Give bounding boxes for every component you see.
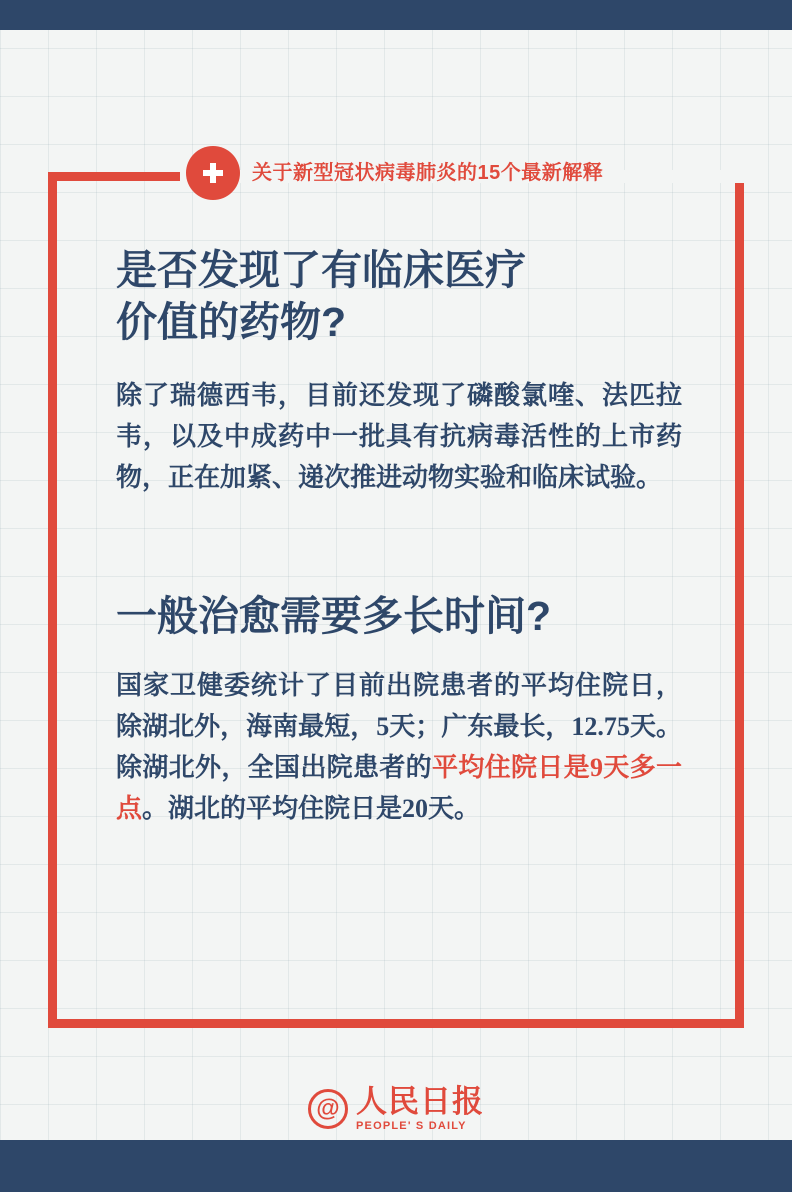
question-line-1b: 价值的药物? xyxy=(116,299,347,346)
bottom-band xyxy=(0,1140,792,1192)
content-body xyxy=(116,244,682,829)
answer-paragraph-1: 除了瑞德西韦，目前还发现了磷酸氯喹、法匹拉韦，以及中成药中一批具有抗病毒活性的上市药物，正在加紧、递次推进动物实验和临床试验。 xyxy=(116,380,682,493)
logo-name-en: PEOPLE' S DAILY xyxy=(356,1120,467,1132)
logo-name-cn: 人民日报 xyxy=(356,1084,484,1119)
header-title: 关于新型冠状病毒肺炎的15个最新解释 xyxy=(252,162,604,184)
answer-2-highlight: 平均住院日是9天多一点 xyxy=(116,752,682,823)
top-band xyxy=(0,0,792,30)
question-heading-2: 一般治愈需要多长时间? xyxy=(116,593,552,640)
answer-paragraph-2 xyxy=(116,665,682,829)
spacer-1 xyxy=(116,349,682,375)
publisher-logo xyxy=(0,1086,792,1132)
medical-cross-icon xyxy=(186,146,240,200)
at-mark-icon: @ xyxy=(308,1089,348,1129)
spacer-2 xyxy=(116,643,682,665)
answer-2-part-3: 。湖北的平均住院日是20天。 xyxy=(142,793,481,823)
logo-text-group xyxy=(356,1086,484,1132)
question-heading-1 xyxy=(116,244,682,349)
question-line-1a: 是否发现了有临床医疗 xyxy=(116,247,526,293)
section-gap xyxy=(116,498,682,590)
answer-2-part-1: 国家卫健委统计了目前出院患者的平均住院日，除湖北外，海南最短，5天；广东最长，12.75天。除湖北外，全国出院患者的 xyxy=(116,670,682,782)
